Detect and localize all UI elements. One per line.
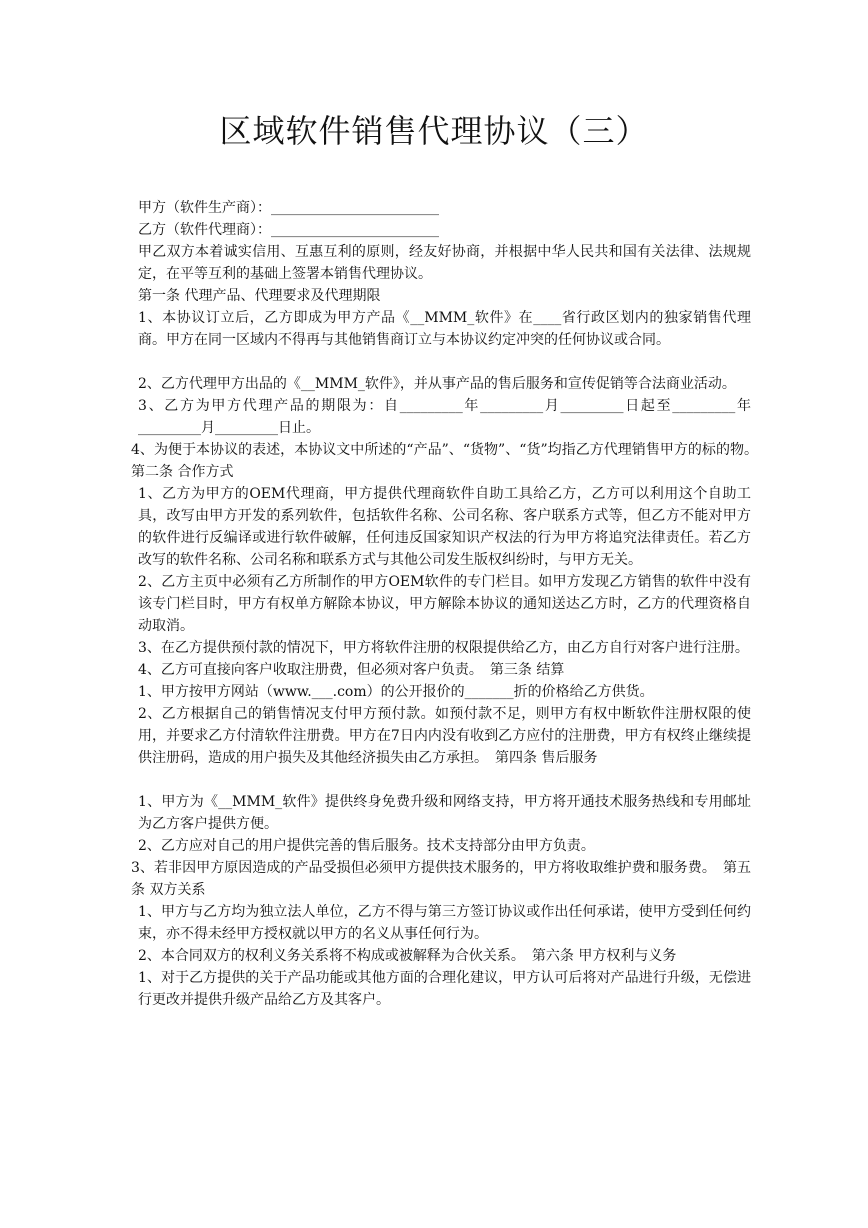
paragraph: 2、乙方根据自己的销售情况支付甲方预付款。如预付款不足，则甲方有权中断软件注册权限的使用，并要求乙方付清软件注册费。甲方在7日内内没有收到乙方应付的注册费，甲方有权终止继续提供注册码，造成的用户损失及其他经济损失由乙方承担。 第四条 售后服务 [138,706,751,766]
paragraph: 1、对于乙方提供的关于产品功能或其他方面的合理化建议，甲方认可后将对产品进行升级，无偿进行更改并提供升级产品给乙方及其客户。 [138,970,751,1008]
paragraph: 2、本合同双方的权利义务关系将不构成或被解释为合伙关系。 第六条 甲方权利与义务 [138,948,677,964]
paragraph: 1、本协议订立后，乙方即成为甲方产品《__MMM_软件》在____省行政区划内的独家销售代理商。甲方在同一区域内不得再与其他销售商订立与本协议约定冲突的任何协议或合同。 [138,310,751,348]
paragraph: 4、乙方可直接向客户收取注册费，但必须对客户负责。 第三条 结算 [138,662,565,678]
paragraph-spacer [131,769,751,791]
paragraph: 甲乙双方本着诚实信用、互惠互利的原则，经友好协商，并根据中华人民共和国有关法律、法规规定，在平等互利的基础上签署本销售代理协议。 [138,244,751,282]
paragraph: 3、乙方为甲方代理产品的期限为：自_________年_________月_________日起至_________年_________月_________日止。 [138,398,751,436]
paragraph: 4、为便于本协议的表述，本协议文中所述的“产品”、“货物”、“货”均指乙方代理销售甲方的标的物。 第二条 合作方式 [131,442,765,480]
paragraph: 1、甲方与乙方均为独立法人单位，乙方不得与第三方签订协议或作出任何承诺，使甲方受到任何约束，亦不得未经甲方授权就以甲方的名义从事任何行为。 [138,904,751,942]
paragraph: 2、乙方应对自己的用户提供完善的售后服务。技术支持部分由甲方负责。 [138,838,595,854]
paragraph: 1、乙方为甲方的OEM代理商，甲方提供代理商软件自助工具给乙方，乙方可以利用这个自助工具，改写由甲方开发的系列软件，包括软件名称、公司名称、客户联系方式等，但乙方不能对甲方的软件进行反编译或进行软件破解，任何违反国家知识产权法的行为甲方将追究法律责任。若乙方改写的软件名称、公司名称和联系方式与其他公司发生版权纠纷时，与甲方无关。 [138,486,751,568]
paragraph-spacer [131,351,751,373]
paragraph: 1、甲方按甲方网站（www.___.com）的公开报价的_______折的价格给乙方供货。 [138,684,654,700]
document-body [131,197,765,1011]
paragraph: 1、甲方为《__MMM_软件》提供终身免费升级和网络支持，甲方将开通技术服务热线和专用邮址为乙方客户提供方便。 [138,794,751,832]
paragraph: 2、乙方代理甲方出品的《__MMM_软件》，并从事产品的售后服务和宣传促销等合法商业活动。 [138,376,736,392]
paragraph: 3、若非因甲方原因造成的产品受损但必须甲方提供技术服务的，甲方将收取维护费和服务费。 第五条 双方关系 [131,860,751,898]
paragraph: 乙方（软件代理商）：________________________ [138,222,439,238]
paragraph: 第一条 代理产品、代理要求及代理期限 [138,288,381,304]
paragraph: 3、在乙方提供预付款的情况下，甲方将软件注册的权限提供给乙方，由乙方自行对客户进行注册。 [138,640,749,656]
paragraph: 2、乙方主页中必须有乙方所制作的甲方OEM软件的专门栏目。如甲方发现乙方销售的软件中没有该专门栏目时，甲方有权单方解除本协议，甲方解除本协议的通知送达乙方时，乙方的代理资格自动取消。 [138,574,751,634]
document-title: 区域软件销售代理协议（三） [219,112,649,150]
paragraph: 甲方（软件生产商）：________________________ [138,200,439,216]
